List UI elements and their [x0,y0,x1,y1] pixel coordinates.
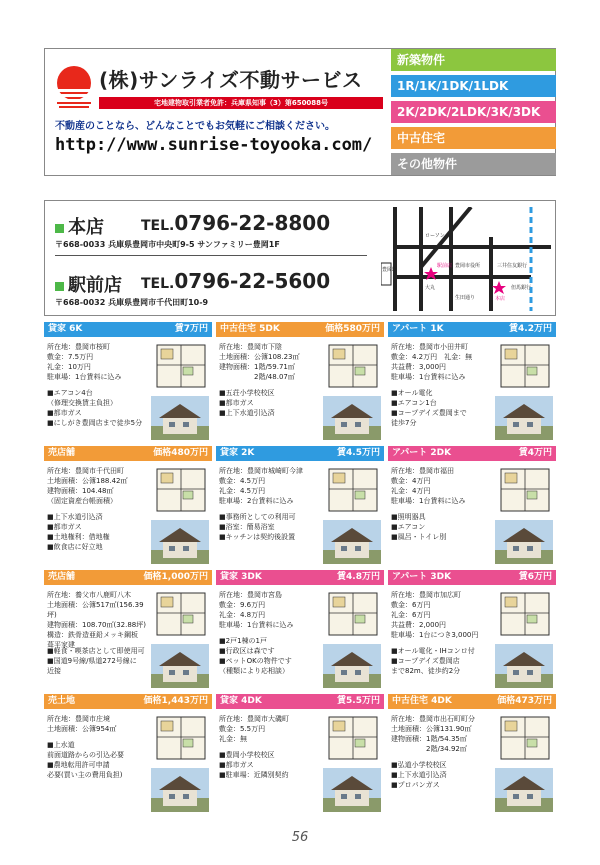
listing-title: 貸家 2K [220,448,255,458]
listing-info [391,342,495,382]
property-photo-icon [151,520,209,564]
map-label-street: 生田通り [455,295,476,301]
listing-title: 中古住宅 5DK [220,324,280,334]
info-line: 2階/34.92㎡ [391,745,467,753]
floor-plan-icon [153,713,209,763]
listing-card[interactable] [44,322,212,444]
note-line: ■コープデイズ豊岡まで [391,409,467,417]
info-line: 敷金：6万円 [391,601,431,609]
note-line: 必要(買い主の費用負担) [47,771,123,779]
note-line: 近接 [47,667,61,675]
listing-header [388,322,556,337]
bullet-square-icon [55,224,64,233]
main-store-tel: TEL.0796-22-8800 [141,211,331,235]
listing-notes [47,740,124,780]
listing-header [388,694,556,709]
info-line: 建物面積：104.48㎡ [47,487,114,495]
info-line: 駐車場：2台賃料に込み [219,497,294,505]
info-line: 所在地：豊岡市城崎町今津 [219,467,303,475]
listing-info [47,714,151,734]
floor-plan-icon [325,713,381,763]
station-store-name: 駅前店 [55,271,122,297]
note-line: ■都市ガス [47,523,82,531]
listing-header [216,446,384,461]
category-used-house: 中古住宅 [391,127,556,149]
info-line: 所在地：養父市八鹿町八木 [47,591,131,599]
floor-plan-icon [325,589,381,639]
info-line: 駐車場：1台賃料に込み [47,373,122,381]
note-line: 徒歩7分 [391,419,417,427]
listing-price: 賃4.5万円 [337,448,380,458]
note-line: ■都市ガス [47,409,82,417]
listing-header [44,446,212,461]
listing-notes [47,512,110,552]
listing-price: 価格1,000万円 [143,572,208,582]
listing-title: 貸家 4DK [220,696,262,706]
info-line: 礼金：4.5万円 [219,487,266,495]
store-info [44,200,556,316]
main-store-address: 〒668-0033 兵庫県豊岡市中央町9-5 サンファミリー豊岡1F [55,240,280,249]
company-ad [44,48,556,176]
note-line: ■ペットOKの物件です [219,657,292,665]
info-line: 土地面積：公簿188.42㎡ [47,477,128,485]
info-line: 所在地：豊岡市大磯町 [219,715,289,723]
map-label-daimaru: 大丸 [425,285,436,291]
listing-notes [219,750,289,780]
listing-info [47,342,151,382]
listing-card[interactable] [44,446,212,568]
note-line: ■上下水道引込済 [47,513,103,521]
note-line: ■オール電化・IHコンロ付 [391,647,475,655]
info-line: 駐車場：1台賃料に込み [391,373,466,381]
listing-card[interactable] [388,694,556,816]
listing-card[interactable] [216,446,384,568]
listing-title: 売土地 [48,696,76,706]
company-name: (株)サンライズ不動サービス [99,68,363,92]
info-line: 敷金：4.5万円 [219,477,266,485]
property-photo-icon [151,768,209,812]
note-line: ■農地転用許可申請 [47,761,110,769]
listing-info [47,590,151,650]
station-store-tel: TEL.0796-22-5600 [141,269,331,293]
listing-title: アパート 1K [392,324,444,334]
listing-title: 貸家 6K [48,324,83,334]
floor-plan-icon [497,341,553,391]
sunrise-logo-icon [55,63,93,111]
listing-card[interactable] [388,570,556,692]
info-line: 構造：鉄骨造亜鉛メッキ鋼板 [47,631,138,639]
property-photo-icon [151,396,209,440]
info-line: 礼金：無 [219,735,247,743]
map-label-station: 豊岡駅 [382,267,398,273]
listing-info [219,714,323,744]
info-line: 敷金：4.2万円 礼金：無 [391,353,473,361]
listing-card[interactable] [44,694,212,816]
divider [55,255,367,256]
listing-notes [391,388,467,428]
info-line: 土地面積：公簿954㎡ [47,725,117,733]
listing-price: 賃7万円 [174,324,208,334]
note-line: ■飲食店に好立地 [47,543,103,551]
map-label-bank: 三井住友銀行 [497,263,528,269]
info-line: 建物面積：108.70㎡(32.88坪) [47,621,146,629]
listing-header [216,694,384,709]
info-line: 礼金：10万円 [47,363,91,371]
listing-info [219,590,323,630]
info-line: 共益費：3,000円 [391,363,447,371]
listing-info [219,342,323,382]
info-line: 礼金：4万円 [391,487,431,495]
listing-price: 賃4万円 [518,448,552,458]
category-other: その他物件 [391,153,556,175]
info-line: 駐車場：1台賃料に込み [391,497,466,505]
info-line: 敷金：9.6万円 [219,601,266,609]
note-line: ■キッチンは契約後設置 [219,533,296,541]
info-line: 所在地：豊岡市加広町 [391,591,461,599]
listing-card[interactable] [216,570,384,692]
info-line: 敷金：7.5万円 [47,353,94,361]
floor-plan-icon [497,465,553,515]
info-line: 敷金：5.5万円 [219,725,266,733]
listing-header [388,446,556,461]
property-photo-icon [151,644,209,688]
listing-card[interactable] [216,694,384,816]
map-label-ikuno-bank: 但馬銀行 [511,285,532,291]
info-line: 所在地：豊岡市宮島 [219,591,282,599]
listing-notes [391,760,447,790]
note-line: ■土地権利：借地権 [47,533,110,541]
listing-notes [47,646,145,676]
note-line: ■事務所としての利用可 [219,513,296,521]
listing-notes [219,636,292,676]
property-photo-icon [495,768,553,812]
info-line: 土地面積：公簿108.23㎡ [219,353,300,361]
listing-price: 価格1,443万円 [143,696,208,706]
tagline: 不動産のことなら、どんなことでもお気軽にご相談ください。 [55,121,335,132]
note-line: まで82m、徒歩約2分 [391,667,461,675]
category-2k: 2K/2DK/2LDK/3K/3DK [391,101,556,123]
listing-title: 売店舗 [48,572,76,582]
note-line: ■都市ガス [219,761,254,769]
listing-info [47,466,151,506]
listing-info [391,714,495,754]
note-line: ■軽食・喫茶店として即使用可 [47,647,145,655]
listing-price: 賃5.5万円 [337,696,380,706]
note-line: （種類により応相談） [219,667,289,675]
info-line: 建物面積：1階/54.35㎡ [391,735,467,743]
listing-price: 価格480万円 [153,448,208,458]
note-line: ■照明器具 [391,513,426,521]
map-label-station-store: 駅前店 [437,263,453,269]
note-line: ■国道9号線/県道272号線に [47,657,137,665]
note-line: ■豊岡小学校校区 [219,751,275,759]
listing-title: 中古住宅 4DK [392,696,452,706]
info-line: 所在地：豊岡市出石町町分 [391,715,475,723]
floor-plan-icon [497,589,553,639]
listing-header [44,570,212,585]
note-line: ■駐車場：近隣別契約 [219,771,289,779]
info-line: 礼金：4.8万円 [219,611,266,619]
note-line: ■上下水道引込済 [391,771,447,779]
note-line: ■2戸1棟の1戸 [219,637,267,645]
website-url[interactable]: http://www.sunrise-toyooka.com/ [55,135,373,155]
listing-header [216,322,384,337]
listing-header [388,570,556,585]
category-list [391,49,556,175]
listing-notes [47,388,142,428]
store-map [381,207,551,311]
property-photo-icon [495,644,553,688]
info-line: 駐車場：1台につき3,000円 [391,631,479,639]
note-line: ■エアコン4台 [47,389,93,397]
property-photo-icon [495,396,553,440]
listing-title: 売店舗 [48,448,76,458]
info-line: 2階/48.07㎡ [219,373,295,381]
listing-card[interactable] [216,322,384,444]
info-line: 敷金：4万円 [391,477,431,485]
note-line: （修理交換賃主負担） [47,399,117,407]
info-line: 葺平家建 [47,641,75,649]
note-line: ■オール電化 [391,389,433,397]
info-line: （固定資産台帳面積） [47,497,117,505]
floor-plan-icon [497,713,553,763]
listing-price: 価格580万円 [325,324,380,334]
listing-notes [391,646,475,676]
map-label-lawson: ローソン [425,233,445,239]
listing-info [391,466,495,506]
info-line: 所在地：豊岡市桜町 [47,343,110,351]
floor-plan-icon [325,341,381,391]
listing-title: アパート 3DK [392,572,452,582]
info-line: 所在地：豊岡市小田井町 [391,343,468,351]
note-line: ■行政区は森です [219,647,275,655]
category-1r: 1R/1K/1DK/1LDK [391,75,556,97]
property-photo-icon [323,396,381,440]
listing-header [44,322,212,337]
info-line: 所在地：豊岡市福田 [391,467,454,475]
floor-plan-icon [153,465,209,515]
map-label-city-hall: 豊岡市役所 [455,263,481,269]
listing-header [44,694,212,709]
property-photo-icon [323,644,381,688]
listing-info [391,590,495,640]
note-line: ■コープデイズ豊岡店 [391,657,460,665]
info-line: 共益費：2,000円 [391,621,447,629]
info-line: 所在地：豊岡市下陰 [219,343,282,351]
property-photo-icon [323,768,381,812]
info-line: 礼金：6万円 [391,611,431,619]
info-line: 駐車場：1台賃料に込み [219,621,294,629]
note-line: ■五荘小学校校区 [219,389,275,397]
page-number: 56 [291,830,309,845]
listing-price: 賃4.8万円 [337,572,380,582]
license-bar: 宅地建物取引業者免許：兵庫県知事（3）第650088号 [99,97,383,109]
listing-notes [219,388,275,418]
note-line: ■上水道 [47,741,75,749]
listing-card[interactable] [44,570,212,692]
note-line: 前面道路からの引込必要 [47,751,124,759]
map-label-main-store: 本店 [495,296,506,302]
info-line: 所在地：豊岡市庄境 [47,715,110,723]
floor-plan-icon [153,341,209,391]
listing-price: 賃6万円 [518,572,552,582]
listing-notes [391,512,446,542]
listing-price: 賃4.2万円 [509,324,552,334]
info-line: 土地面積：公簿131.90㎡ [391,725,472,733]
note-line: ■上下水道引込済 [219,409,275,417]
floor-plan-icon [153,589,209,639]
info-line: 所在地：豊岡市千代田町 [47,467,124,475]
listing-notes [219,512,296,542]
main-store-name: 本店 [55,213,104,239]
note-line: ■風呂・トイレ別 [391,533,447,541]
note-line: ■エアコン1台 [391,399,437,407]
note-line: ■都市ガス [219,399,254,407]
category-new: 新築物件 [391,49,556,71]
listing-card[interactable] [388,322,556,444]
station-store-address: 〒668-0032 兵庫県豊岡市千代田町10-9 [55,298,209,307]
note-line: ■プロパンガス [391,781,440,789]
listing-info [219,466,323,506]
bullet-square-icon [55,282,64,291]
listing-title: アパート 2DK [392,448,452,458]
listing-card[interactable] [388,446,556,568]
listing-header [216,570,384,585]
note-line: ■エアコン [391,523,426,531]
info-line: 土地面積：公簿517㎡(156.39坪) [47,601,144,619]
info-line: 建物面積：1階/59.71㎡ [219,363,295,371]
note-line: ■浴室：簡易浴室 [219,523,275,531]
listing-title: 貸家 3DK [220,572,262,582]
property-photo-icon [495,520,553,564]
listing-price: 価格473万円 [497,696,552,706]
note-line: ■にしがき豊岡店まで徒歩5分 [47,419,143,427]
note-line: ■弘道小学校校区 [391,761,447,769]
property-photo-icon [323,520,381,564]
floor-plan-icon [325,465,381,515]
